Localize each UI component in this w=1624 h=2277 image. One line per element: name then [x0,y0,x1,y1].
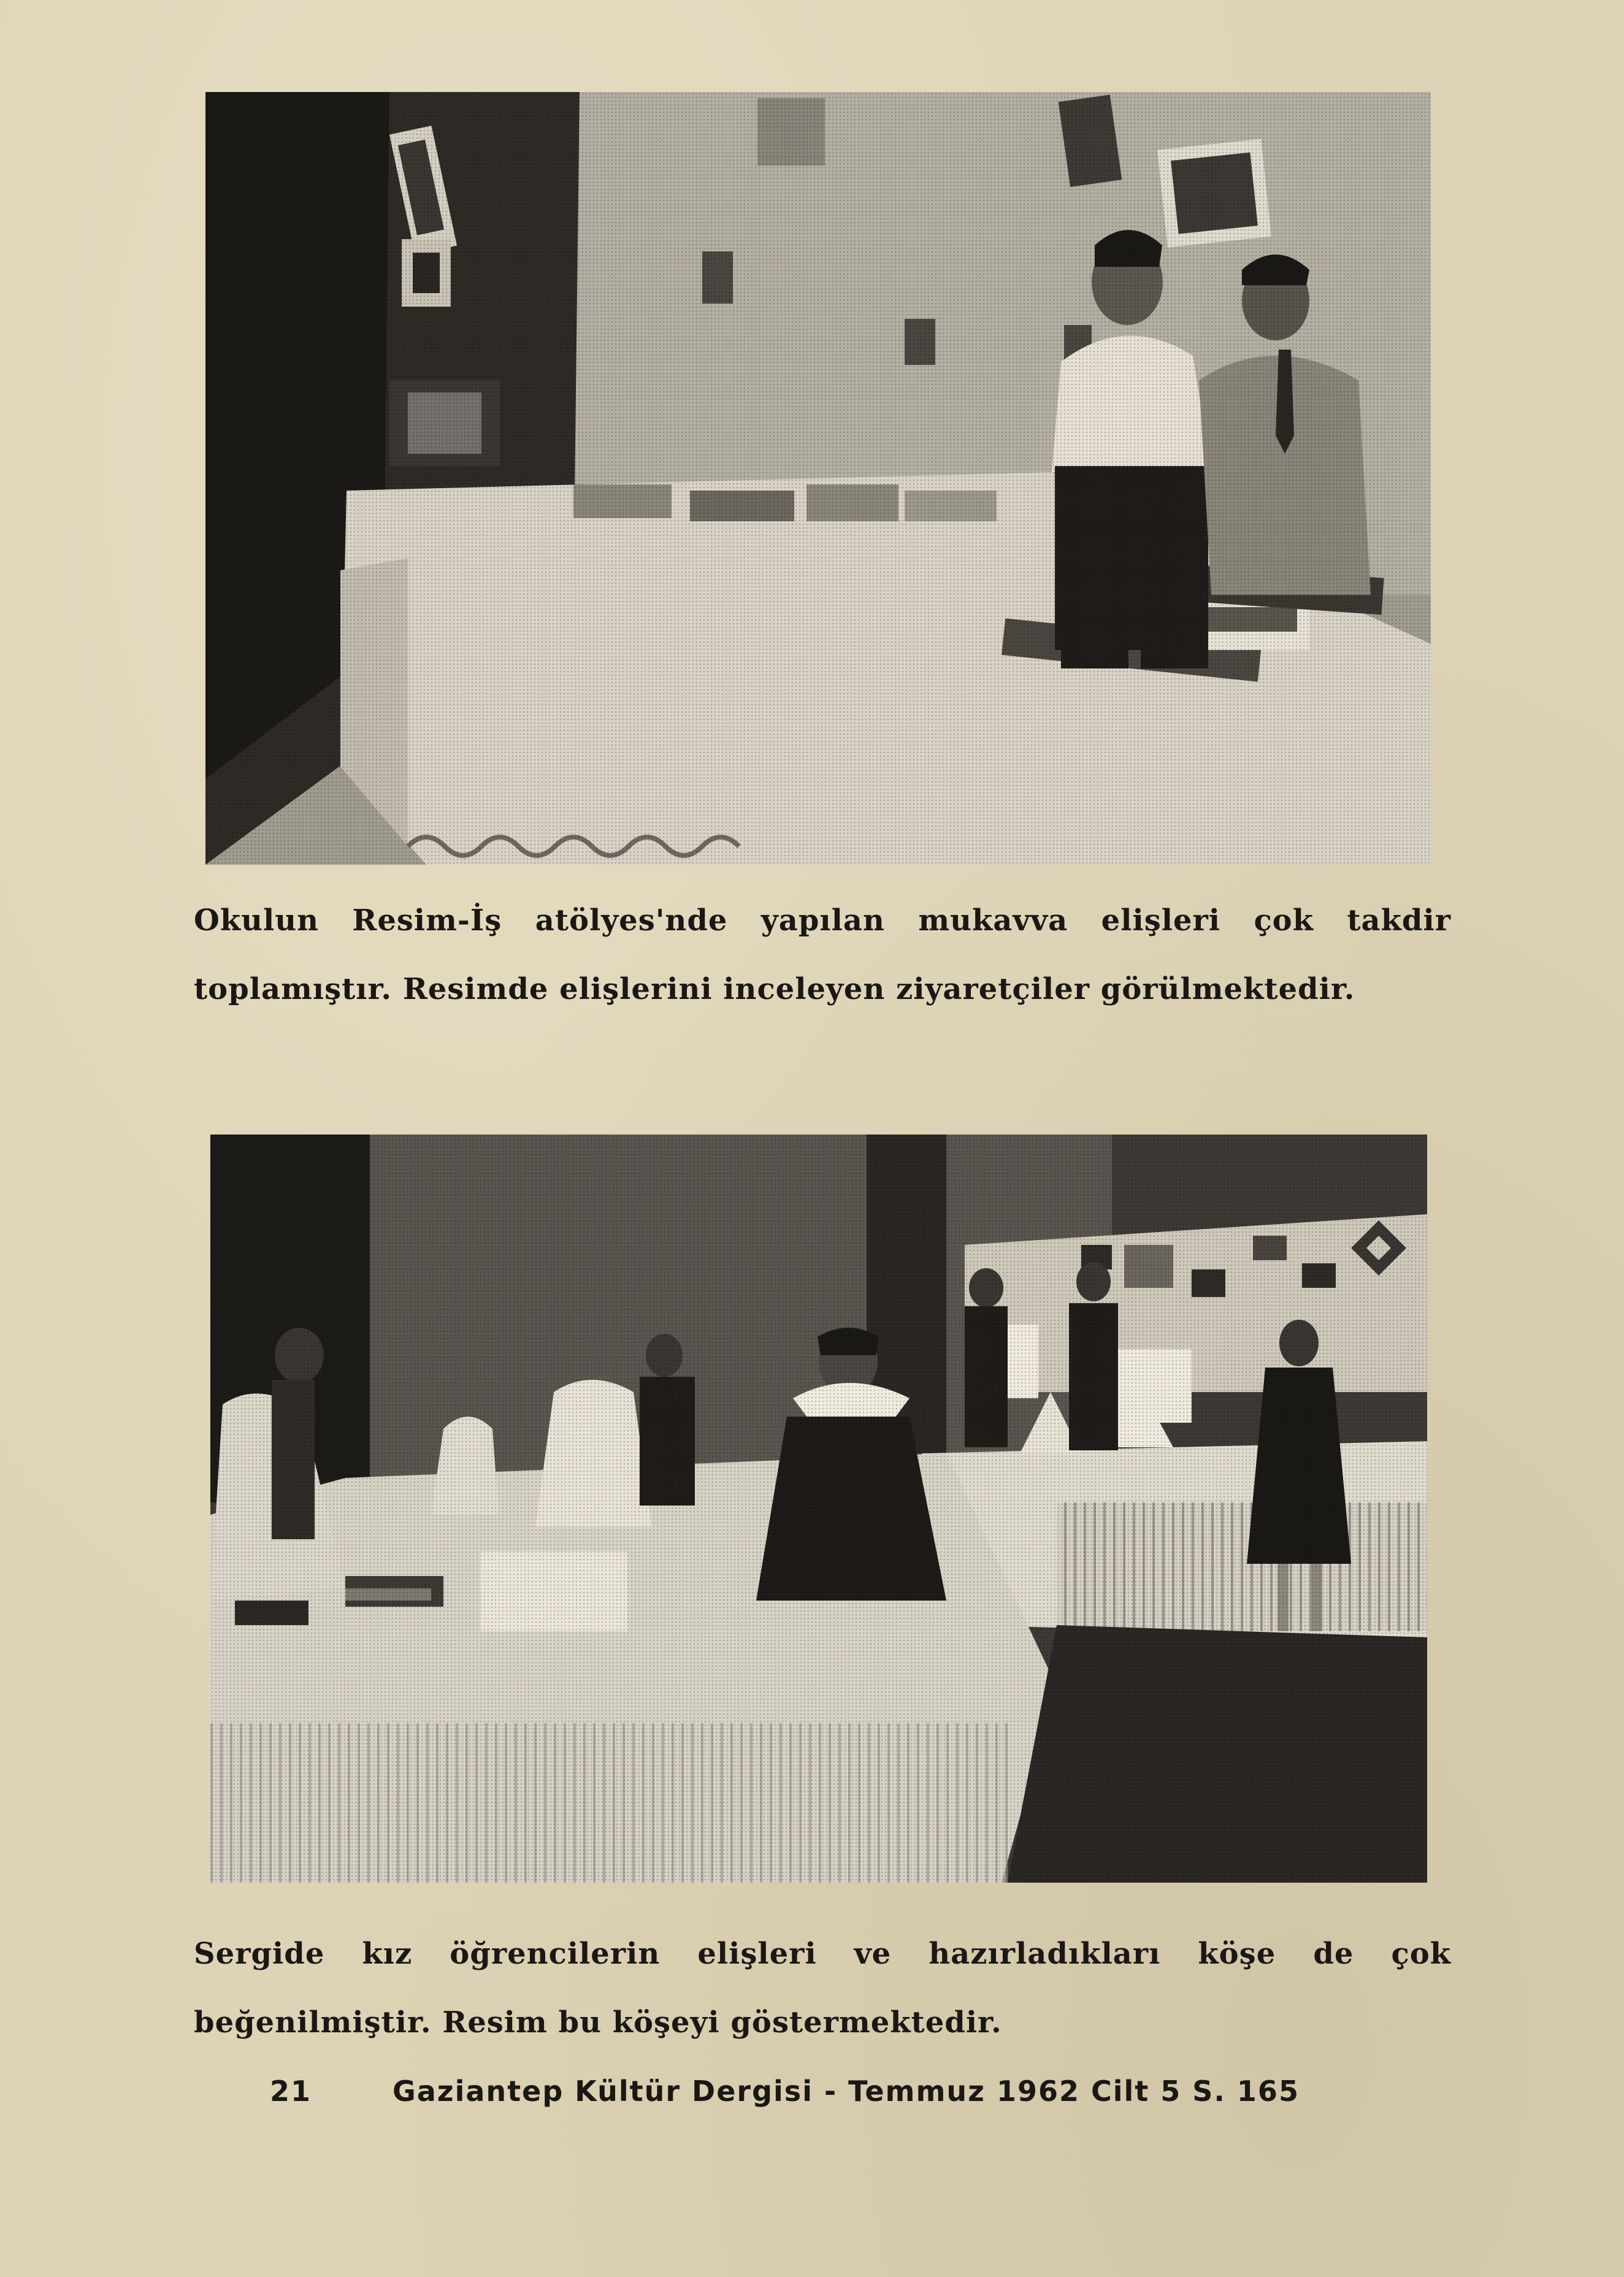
photo2-caption: Sergide kız öğrencilerin elişleri ve hazırladıkları köşe de çok beğenilmiştir. Resim bu köşeyi göstermektedir. [194,1937,1451,2040]
photo-workshop-visitors [205,92,1431,865]
photo1-caption: Okulun Resim-İş atölyes'nde yapılan mukavva elişleri çok takdir toplamıştır. Resimde elişlerini inceleyen ziyaretçiler görülmektedir. [194,903,1451,1006]
page-footer [270,2073,1300,2110]
page-number: 21 [270,2075,312,2108]
photo-girls-exhibition-corner [210,1135,1427,1883]
publication-info: Gaziantep Kültür Dergisi - Temmuz 1962 Cilt 5 S. 165 [393,2075,1300,2108]
